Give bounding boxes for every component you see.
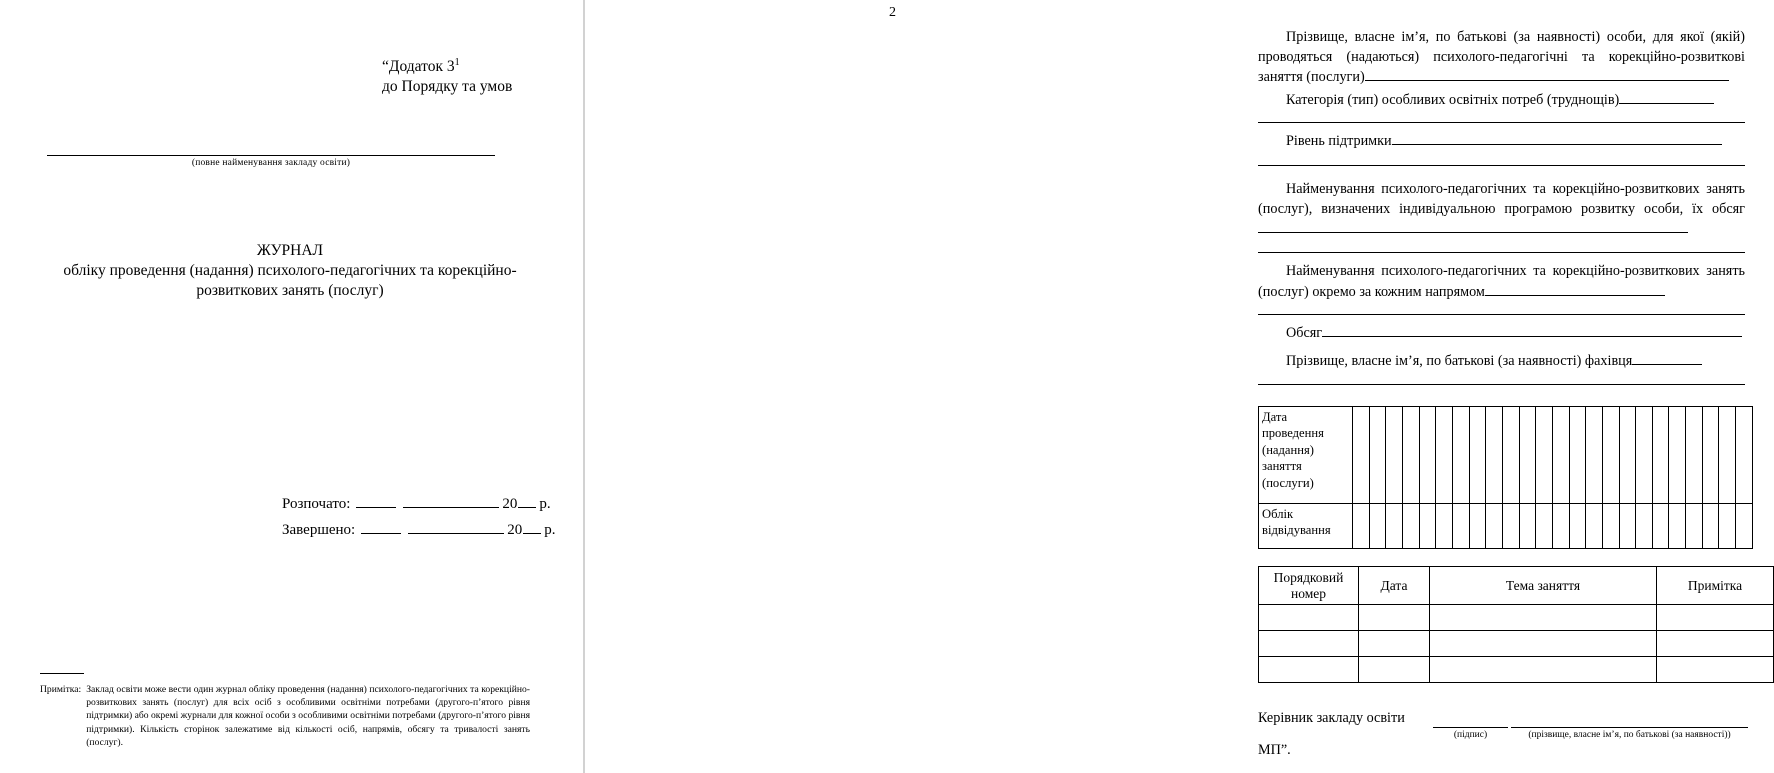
finished-year-blank[interactable] (523, 520, 541, 534)
attendance-cell[interactable] (1586, 504, 1603, 549)
attendance-cell[interactable] (1386, 407, 1403, 504)
lesson-cell[interactable] (1259, 631, 1359, 657)
appendix-reference (382, 57, 512, 97)
lesson-cell[interactable] (1657, 657, 1774, 683)
attendance-cell[interactable] (1652, 407, 1669, 504)
lesson-log-table (1258, 566, 1774, 683)
attendance-cell[interactable] (1702, 407, 1719, 504)
attendance-cell[interactable] (1619, 504, 1636, 549)
footnote-separator-rule (40, 673, 84, 674)
lesson-cell[interactable] (1657, 631, 1774, 657)
attendance-cell[interactable] (1619, 407, 1636, 504)
table-row (1259, 657, 1774, 683)
attendance-cell[interactable] (1519, 407, 1536, 504)
support-level-blank-continued[interactable] (1258, 165, 1745, 166)
attendance-cell[interactable] (1353, 504, 1370, 549)
table-row (1259, 631, 1774, 657)
attendance-cell[interactable] (1502, 407, 1519, 504)
person-name-label: Прізвище, власне ім’я, по батькові (за наявності) особи, для якої (якій) проводяться (надаються) психолого-педагогічні та корекційно-розвиткові заняття (послуги) (1258, 29, 1745, 85)
attendance-row-record (1259, 504, 1753, 549)
volume-label: Обсяг (1286, 325, 1323, 341)
appendix-number-line (382, 57, 512, 77)
services-volume-blank-continued[interactable] (1258, 252, 1745, 253)
finished-year-suffix: р. (544, 522, 556, 538)
page-left (0, 0, 583, 773)
services-direction-blank-continued[interactable] (1258, 314, 1745, 315)
category-blank[interactable] (1619, 90, 1714, 104)
category-label: Категорія (тип) особливих освітніх потреб (труднощів) (1286, 92, 1620, 108)
attendance-cell[interactable] (1402, 407, 1419, 504)
attendance-cell[interactable] (1536, 504, 1553, 549)
lesson-header-order-number: Порядковий номер (1259, 567, 1359, 605)
started-label: Розпочато: (282, 496, 351, 512)
finished-label: Завершено: (282, 522, 356, 538)
paragraph-services-name-volume (1258, 180, 1745, 240)
paragraph-services-by-direction (1258, 262, 1745, 302)
signatory-name-caption: (прізвище, власне ім’я, по батькові (за наявності)) (1528, 730, 1731, 740)
attendance-cell[interactable] (1369, 407, 1386, 504)
signatory-name-line[interactable] (1511, 727, 1748, 728)
lesson-header-note: Примітка (1657, 567, 1774, 605)
attendance-cell[interactable] (1419, 504, 1436, 549)
signature-line[interactable] (1433, 727, 1508, 728)
attendance-cell[interactable] (1602, 504, 1619, 549)
attendance-cell[interactable] (1502, 504, 1519, 549)
attendance-cell[interactable] (1586, 407, 1603, 504)
lesson-table-body (1259, 605, 1774, 683)
attendance-row-date (1259, 407, 1753, 504)
started-month-blank[interactable] (403, 494, 499, 508)
attendance-cell[interactable] (1469, 407, 1486, 504)
paragraph-person-name (1258, 28, 1745, 88)
attendance-cell[interactable] (1402, 504, 1419, 549)
person-name-blank[interactable] (1365, 67, 1729, 81)
attendance-cell[interactable] (1636, 504, 1653, 549)
attendance-cell[interactable] (1669, 407, 1686, 504)
lesson-header-topic: Тема заняття (1430, 567, 1657, 605)
signature-captions (1258, 730, 1748, 744)
attendance-cell[interactable] (1469, 504, 1486, 549)
journal-heading: ЖУРНАЛ (256, 242, 324, 259)
services-name-volume-label: Найменування психолого-педагогічних та корекційно-розвиткових занять (послуг), визначених індивідуальною програмою розвитку особи, їх обсяг (1258, 181, 1745, 217)
page-right (585, 0, 1745, 773)
attendance-cell[interactable] (1702, 504, 1719, 549)
finished-year-prefix: 20 (507, 522, 523, 538)
head-of-institution-label: Керівник закладу освіти (1258, 710, 1405, 726)
institution-name-rule (47, 155, 495, 156)
finished-day-blank[interactable] (361, 520, 401, 534)
attendance-cell[interactable] (1652, 504, 1669, 549)
started-year-suffix: р. (539, 496, 551, 512)
services-direction-blank[interactable] (1485, 282, 1665, 296)
lesson-cell[interactable] (1359, 605, 1430, 631)
attendance-cell[interactable] (1719, 504, 1736, 549)
services-volume-blank[interactable] (1258, 219, 1688, 233)
footnote-label: Примітка: (40, 684, 82, 695)
appendix-number: “Додаток 3 (382, 58, 455, 75)
volume-blank[interactable] (1322, 323, 1742, 337)
journal-title-block (30, 241, 550, 301)
attendance-cell[interactable] (1569, 504, 1586, 549)
attendance-cell[interactable] (1486, 504, 1503, 549)
specialist-name-blank-continued[interactable] (1258, 384, 1745, 385)
paragraph-support-level (1258, 131, 1745, 152)
attendance-row-label-date: Дата проведення (надання) заняття (послуги) (1259, 407, 1353, 504)
attendance-cell[interactable] (1669, 504, 1686, 549)
lesson-cell[interactable] (1259, 657, 1359, 683)
attendance-cell[interactable] (1452, 407, 1469, 504)
signature-caption: (підпис) (1453, 730, 1488, 740)
started-year-prefix: 20 (502, 496, 518, 512)
started-day-blank[interactable] (356, 494, 396, 508)
institution-name-caption: (повне найменування закладу освіти) (191, 158, 351, 168)
attendance-cell[interactable] (1569, 407, 1586, 504)
attendance-cell[interactable] (1552, 504, 1569, 549)
finished-month-blank[interactable] (408, 520, 504, 534)
paragraph-volume (1258, 323, 1745, 344)
attendance-cell[interactable] (1419, 407, 1436, 504)
lesson-cell[interactable] (1430, 657, 1657, 683)
attendance-cell[interactable] (1736, 407, 1753, 504)
table-row (1259, 605, 1774, 631)
attendance-cell[interactable] (1436, 504, 1453, 549)
lesson-cell[interactable] (1430, 605, 1657, 631)
lesson-cell[interactable] (1657, 605, 1774, 631)
journal-subtitle: обліку проведення (надання) психолого-педагогічних та корекційно-розвиткових занять (послуг) (63, 262, 517, 299)
finished-row (282, 517, 555, 543)
lesson-cell[interactable] (1430, 631, 1657, 657)
attendance-cell[interactable] (1636, 407, 1653, 504)
category-blank-continued[interactable] (1258, 122, 1745, 123)
attendance-cell[interactable] (1452, 504, 1469, 549)
attendance-cell[interactable] (1686, 504, 1703, 549)
attendance-cell[interactable] (1552, 407, 1569, 504)
lesson-cell[interactable] (1359, 657, 1430, 683)
attendance-cell[interactable] (1369, 504, 1386, 549)
appendix-order-line: до Порядку та умов (382, 78, 513, 95)
page-number: 2 (889, 5, 896, 20)
attendance-cell[interactable] (1436, 407, 1453, 504)
attendance-cell[interactable] (1602, 407, 1619, 504)
support-level-label: Рівень підтримки (1286, 133, 1392, 149)
attendance-cell[interactable] (1353, 407, 1370, 504)
specialist-name-blank[interactable] (1632, 351, 1702, 365)
stamp-placeholder: МП”. (1258, 742, 1291, 758)
attendance-row-label-record: Облік відвідування (1259, 504, 1353, 549)
lesson-cell[interactable] (1259, 605, 1359, 631)
support-level-blank[interactable] (1392, 131, 1722, 145)
attendance-cell[interactable] (1719, 407, 1736, 504)
attendance-cell[interactable] (1736, 504, 1753, 549)
attendance-cell[interactable] (1686, 407, 1703, 504)
attendance-cell[interactable] (1386, 504, 1403, 549)
lesson-cell[interactable] (1359, 631, 1430, 657)
attendance-cell[interactable] (1536, 407, 1553, 504)
started-row (282, 491, 555, 517)
signature-block (1258, 710, 1748, 744)
attendance-cell[interactable] (1519, 504, 1536, 549)
attendance-table (1258, 406, 1753, 549)
appendix-footnote-marker: 1 (454, 56, 460, 68)
footnote-block (40, 683, 530, 749)
signature-row (1258, 710, 1748, 730)
lesson-header-date: Дата (1359, 567, 1430, 605)
started-year-blank[interactable] (518, 494, 536, 508)
paragraph-specialist-name (1258, 351, 1745, 372)
paragraph-category (1258, 90, 1745, 111)
services-by-direction-label: Найменування психолого-педагогічних та корекційно-розвиткових занять (послуг) окремо за кожним напрямом (1258, 263, 1745, 300)
lesson-table-header-row (1259, 567, 1774, 605)
journal-dates-block (282, 491, 555, 543)
attendance-cell[interactable] (1486, 407, 1503, 504)
footnote-text: Заклад освіти може вести один журнал обліку проведення (надання) психолого-педагогічних та корекційно-розвиткових занять (послуг) для всіх осіб з особливими освітніми потребами (другого-п’ятого рівня підтримки) або окремі журнали для кожної особи з особливими освітніми потребами (другого-п’ятого рівня підтримки). Кількість сторінок залежатиме від кількості осіб, напрямів, обсягу та тривалості занять (послуг). (86, 684, 530, 748)
specialist-name-label: Прізвище, власне ім’я, по батькові (за наявності) фахівця (1286, 353, 1633, 369)
